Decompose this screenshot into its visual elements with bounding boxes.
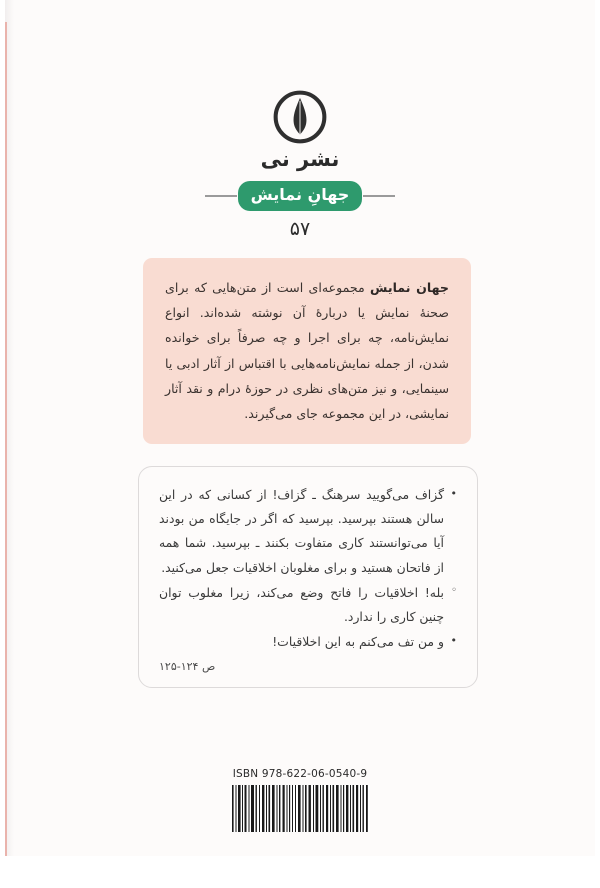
series-rule-left bbox=[363, 195, 395, 197]
series-description-body: مجموعه‌ای است از متن‌هایی که برای صحنهٔ نمایش یا دربارهٔ آن نوشته شده‌اند. انواع نمایش‌نامه، چه برای اجرا و چه صرفاً برای خوانده شدن، از جمله نمایش‌نامه‌هایی با اقتباس از آثار ادبی یا سینمایی، و نیز متن‌های نظری در حوزهٔ درام و نقد آثار نمایشی، در این مجموعه جای می‌گیرند. bbox=[165, 280, 449, 421]
quote-list bbox=[159, 483, 457, 654]
bullet-icon: • bbox=[450, 487, 457, 500]
quote-panel bbox=[138, 466, 478, 688]
series-description-panel bbox=[143, 258, 471, 444]
nashr-e-ney-leaf-in-circle-logo-icon bbox=[271, 88, 329, 146]
series-description-lead: جهان نمایش bbox=[370, 280, 449, 295]
isbn-text: ISBN 978-622-06-0540-9 bbox=[232, 768, 368, 780]
quote-item-text: گزاف می‌گویید سرهنگ ـ گزاف! از کسانی که در این سالن هستند بپرسید. بپرسید که اگر در جایگاه من بودند آیا می‌توانستند کاری متفاوت بکنند ـ بپرسید. شما همه از فاتحان هستید و برای مغلوبان اخلاقیات جعل می‌کنید. bbox=[159, 487, 444, 575]
book-cover bbox=[5, 0, 595, 856]
series-description-text bbox=[165, 275, 449, 426]
series-number: ۵۷ bbox=[289, 217, 311, 240]
quote-source-reference: ص ۱۲۴-۱۲۵ bbox=[159, 660, 216, 674]
publisher-block bbox=[5, 88, 595, 240]
quote-item bbox=[159, 483, 457, 580]
bullet-icon: • bbox=[450, 634, 457, 648]
series-badge-row bbox=[5, 181, 595, 211]
series-rule-right bbox=[205, 195, 237, 197]
ean13-barcode-icon bbox=[230, 785, 370, 832]
series-badge: جهانِ نمایش bbox=[238, 181, 363, 211]
quote-item-text: و من تف می‌کنم به این اخلاقیات! bbox=[272, 634, 444, 650]
publisher-name: نشر نی bbox=[260, 147, 340, 171]
isbn-block bbox=[5, 768, 595, 832]
quote-item bbox=[159, 630, 457, 654]
quote-item-text: بله! اخلاقیات را فاتح وضع می‌کند، زیرا مغلوب توان چنین کاری را ندارد. bbox=[159, 584, 444, 624]
quote-item bbox=[159, 581, 457, 629]
bullet-icon: ◦ bbox=[451, 584, 457, 596]
